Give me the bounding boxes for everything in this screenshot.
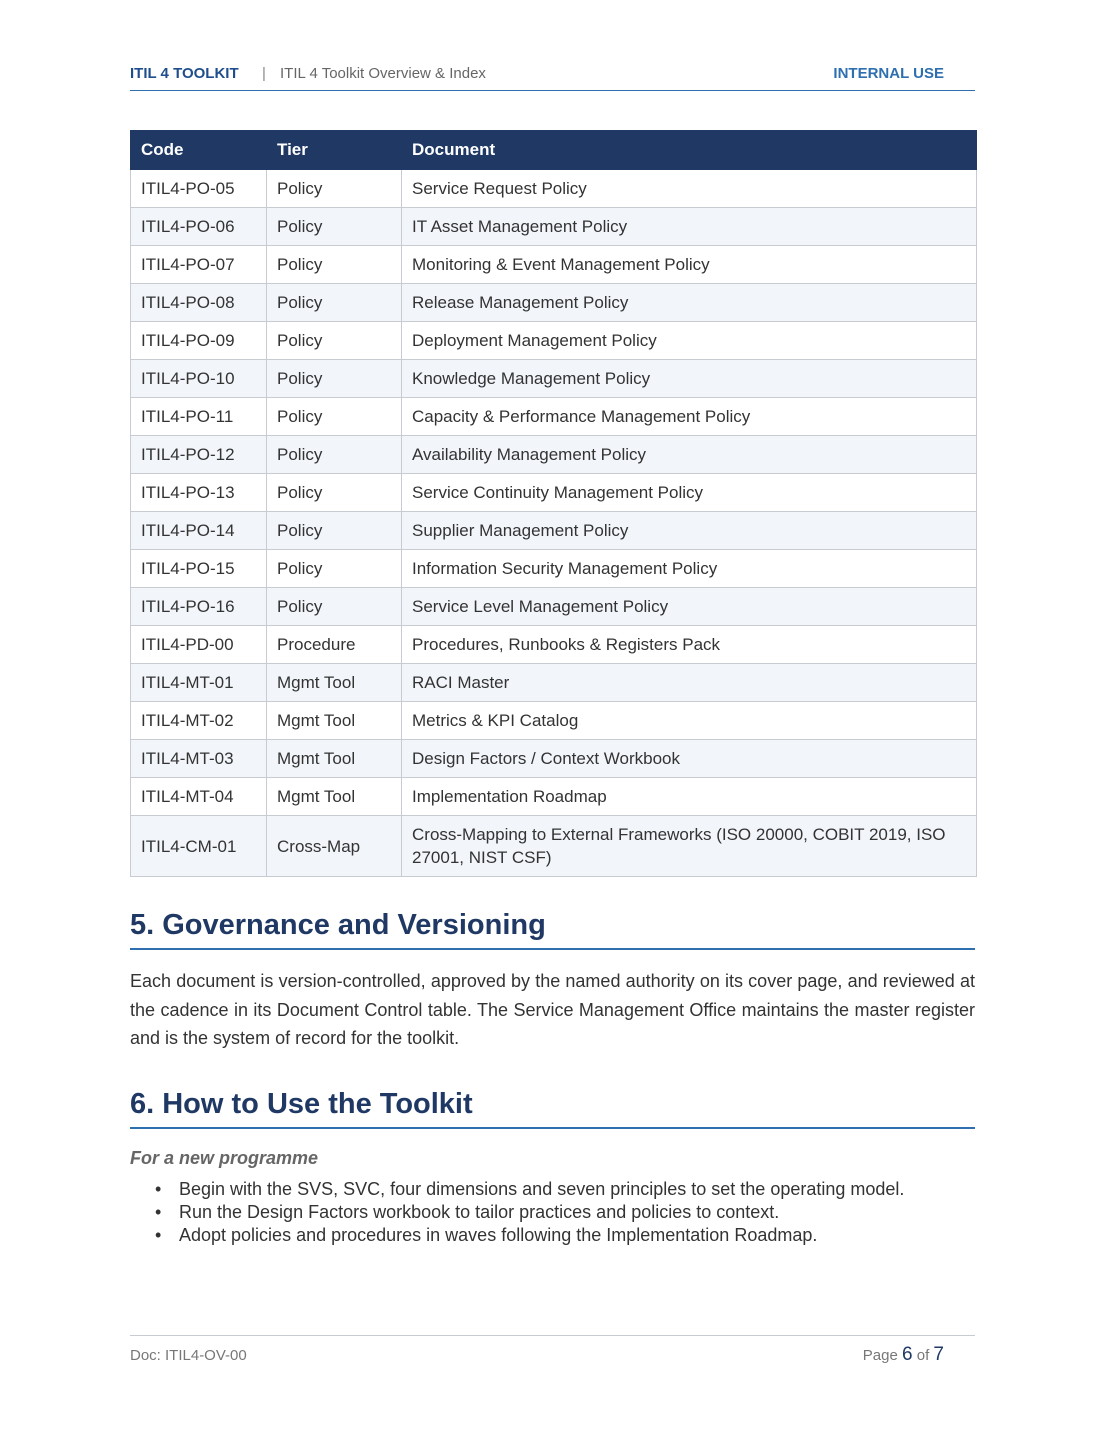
cell-code: ITIL4-PO-12 xyxy=(131,436,267,474)
table-row xyxy=(131,246,977,284)
table-row xyxy=(131,322,977,360)
cell-code: ITIL4-MT-02 xyxy=(131,702,267,740)
cell-tier: Policy xyxy=(267,360,402,398)
header-subtitle: ITIL 4 Toolkit Overview & Index xyxy=(280,65,486,82)
table-row xyxy=(131,626,977,664)
cell-tier: Procedure xyxy=(267,626,402,664)
cell-code: ITIL4-PO-13 xyxy=(131,474,267,512)
list-item: • Adopt policies and procedures in waves following the Implementation Roadmap. xyxy=(179,1224,979,1247)
table-row xyxy=(131,702,977,740)
cell-tier: Policy xyxy=(267,588,402,626)
column-header-tier: Tier xyxy=(267,131,402,170)
cell-document: Deployment Management Policy xyxy=(402,322,977,360)
footer-page-number xyxy=(863,1344,944,1366)
cell-document: Release Management Policy xyxy=(402,284,977,322)
cell-tier: Policy xyxy=(267,436,402,474)
footer-doc-reference: Doc: ITIL4-OV-00 xyxy=(130,1347,247,1364)
page-footer xyxy=(130,1335,975,1376)
header-classification: INTERNAL USE xyxy=(833,65,944,82)
cell-document: Service Continuity Management Policy xyxy=(402,474,977,512)
cell-tier: Policy xyxy=(267,246,402,284)
cell-code: ITIL4-CM-01 xyxy=(131,816,267,877)
cell-tier: Policy xyxy=(267,208,402,246)
table-row xyxy=(131,550,977,588)
list-item: • Begin with the SVS, SVC, four dimensions and seven principles to set the operating model. xyxy=(179,1178,979,1201)
cell-code: ITIL4-PO-05 xyxy=(131,170,267,208)
header-brand: ITIL 4 TOOLKIT xyxy=(130,65,239,82)
table-row xyxy=(131,474,977,512)
cell-tier: Policy xyxy=(267,284,402,322)
cell-code: ITIL4-PO-14 xyxy=(131,512,267,550)
table-row xyxy=(131,588,977,626)
cell-document: Metrics & KPI Catalog xyxy=(402,702,977,740)
cell-document: Service Level Management Policy xyxy=(402,588,977,626)
cell-code: ITIL4-PD-00 xyxy=(131,626,267,664)
cell-code: ITIL4-PO-15 xyxy=(131,550,267,588)
cell-tier: Mgmt Tool xyxy=(267,740,402,778)
cell-document: Service Request Policy xyxy=(402,170,977,208)
cell-code: ITIL4-MT-03 xyxy=(131,740,267,778)
usage-bullet-list xyxy=(130,1178,979,1247)
cell-tier: Mgmt Tool xyxy=(267,778,402,816)
cell-code: ITIL4-PO-09 xyxy=(131,322,267,360)
table-row xyxy=(131,816,977,877)
cell-tier: Policy xyxy=(267,474,402,512)
cell-tier: Mgmt Tool xyxy=(267,664,402,702)
table-row xyxy=(131,778,977,816)
cell-code: ITIL4-PO-10 xyxy=(131,360,267,398)
table-row xyxy=(131,436,977,474)
table-row xyxy=(131,512,977,550)
table-row xyxy=(131,398,977,436)
cell-document: Information Security Management Policy xyxy=(402,550,977,588)
cell-document: Capacity & Performance Management Policy xyxy=(402,398,977,436)
section-6-heading: 6. How to Use the Toolkit xyxy=(130,1088,975,1129)
cell-tier: Policy xyxy=(267,322,402,360)
cell-tier: Policy xyxy=(267,170,402,208)
cell-document: Design Factors / Context Workbook xyxy=(402,740,977,778)
section-5-heading: 5. Governance and Versioning xyxy=(130,909,975,950)
table-row xyxy=(131,284,977,322)
table-row xyxy=(131,170,977,208)
list-item: • Run the Design Factors workbook to tailor practices and policies to context. xyxy=(179,1201,979,1224)
cell-code: ITIL4-PO-06 xyxy=(131,208,267,246)
cell-code: ITIL4-PO-16 xyxy=(131,588,267,626)
cell-document: Implementation Roadmap xyxy=(402,778,977,816)
table-row xyxy=(131,740,977,778)
table-row xyxy=(131,208,977,246)
cell-code: ITIL4-PO-08 xyxy=(131,284,267,322)
cell-tier: Mgmt Tool xyxy=(267,702,402,740)
cell-tier: Policy xyxy=(267,550,402,588)
table-row xyxy=(131,360,977,398)
cell-code: ITIL4-PO-07 xyxy=(131,246,267,284)
cell-code: ITIL4-MT-01 xyxy=(131,664,267,702)
table-header-row xyxy=(131,131,977,170)
cell-tier: Cross-Map xyxy=(267,816,402,877)
cell-code: ITIL4-PO-11 xyxy=(131,398,267,436)
page-label: Page xyxy=(862,1347,898,1364)
cell-document: Knowledge Management Policy xyxy=(402,360,977,398)
cell-code: ITIL4-MT-04 xyxy=(131,778,267,816)
page-of-label: of xyxy=(916,1347,930,1364)
table-row xyxy=(131,664,977,702)
section-5-body: Each document is version-controlled, approved by the named authority on its cover page, and reviewed at the cadence in its Document Control table. The Service Management Office maintains the master register and is the system of record for the toolkit. xyxy=(130,971,975,1048)
document-index-table xyxy=(130,130,977,877)
cell-document: Cross-Mapping to External Frameworks (ISO 20000, COBIT 2019, ISO 27001, NIST CSF) xyxy=(402,816,977,877)
column-header-document: Document xyxy=(402,131,977,170)
cell-document: Supplier Management Policy xyxy=(402,512,977,550)
header-separator: | xyxy=(262,65,266,82)
page-total: 7 xyxy=(933,1344,944,1365)
page-header xyxy=(130,64,975,91)
cell-document: Procedures, Runbooks & Registers Pack xyxy=(402,626,977,664)
cell-document: Monitoring & Event Management Policy xyxy=(402,246,977,284)
section-6-subheading: For a new programme xyxy=(130,1148,319,1168)
cell-document: RACI Master xyxy=(402,664,977,702)
cell-tier: Policy xyxy=(267,398,402,436)
column-header-code: Code xyxy=(131,131,267,170)
cell-document: IT Asset Management Policy xyxy=(402,208,977,246)
page-current: 6 xyxy=(901,1344,913,1365)
cell-tier: Policy xyxy=(267,512,402,550)
cell-document: Availability Management Policy xyxy=(402,436,977,474)
